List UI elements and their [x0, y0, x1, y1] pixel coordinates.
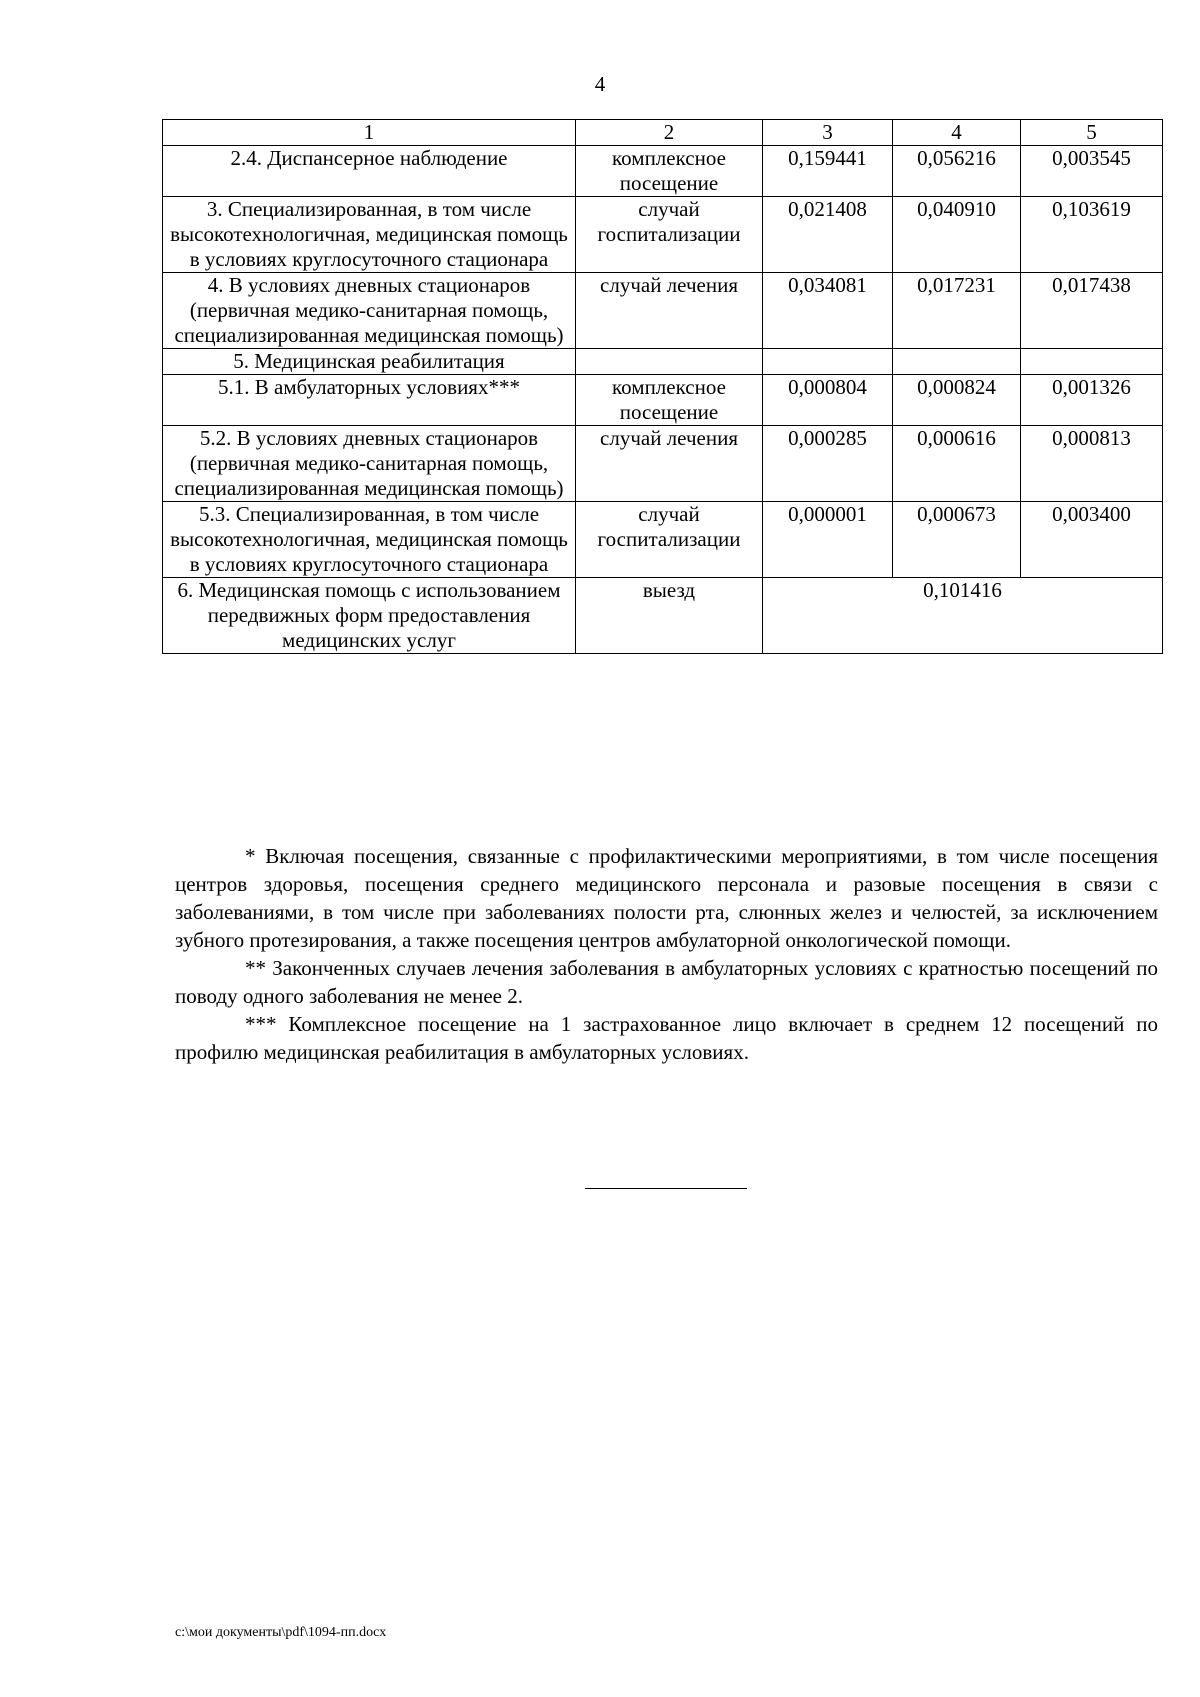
row-value-3: 0,000001 — [763, 502, 893, 578]
footer-file-path: c:\мои документы\pdf\1094-пп.docx — [175, 1625, 387, 1640]
row-name: 5.1. В амбулаторных условиях*** — [163, 375, 576, 426]
row-value-3: 0,000285 — [763, 426, 893, 502]
row-value-4 — [893, 349, 1021, 375]
header-col-4: 4 — [893, 120, 1021, 146]
table-row — [163, 426, 1163, 502]
row-name: 5.3. Специализированная, в том числе высокотехнологичная, медицинская помощь в условиях круглосуточного стационара — [163, 502, 576, 578]
header-col-2: 2 — [576, 120, 763, 146]
footnote-1: * Включая посещения, связанные с профилактическими мероприятиями, в том числе посещения центров здоровья, посещения среднего медицинского персонала и разовые посещения в связи с заболеваниями, в том числе при заболеваниях полости рта, слюнных желез и челюстей, за исключением зубного протезирования, а также посещения центров амбулаторной онкологической помощи. — [175, 844, 1158, 952]
row-value-4: 0,017231 — [893, 273, 1021, 349]
row-value-4: 0,000673 — [893, 502, 1021, 578]
row-unit: случай госпитализации — [576, 502, 763, 578]
row-unit — [576, 349, 763, 375]
row-value-5: 0,103619 — [1021, 197, 1163, 273]
table-row — [163, 375, 1163, 426]
row-unit: выезд — [576, 578, 763, 654]
footnotes — [175, 842, 1158, 1066]
table-row — [163, 578, 1163, 654]
row-name: 3. Специализированная, в том числе высокотехнологичная, медицинская помощь в условиях круглосуточного стационара — [163, 197, 576, 273]
row-value-5 — [1021, 349, 1163, 375]
header-col-3: 3 — [763, 120, 893, 146]
row-value-3: 0,021408 — [763, 197, 893, 273]
footnote-3: *** Комплексное посещение на 1 застрахованное лицо включает в среднем 12 посещений по профилю медицинская реабилитация в амбулаторных условиях. — [175, 1012, 1158, 1064]
table-row — [163, 197, 1163, 273]
table-row — [163, 349, 1163, 375]
page-number: 4 — [594, 72, 606, 96]
data-table — [162, 119, 1163, 654]
row-unit: случай лечения — [576, 426, 763, 502]
row-value-5: 0,000813 — [1021, 426, 1163, 502]
row-value-4: 0,056216 — [893, 146, 1021, 197]
header-col-1: 1 — [163, 120, 576, 146]
row-value-3: 0,159441 — [763, 146, 893, 197]
row-value-3: 0,034081 — [763, 273, 893, 349]
row-value-5: 0,003400 — [1021, 502, 1163, 578]
end-rule — [585, 1188, 747, 1189]
row-value-3: 0,000804 — [763, 375, 893, 426]
row-name: 5. Медицинская реабилитация — [163, 349, 576, 375]
row-unit: комплексное посещение — [576, 146, 763, 197]
table-row — [163, 146, 1163, 197]
table-row — [163, 502, 1163, 578]
row-value-5: 0,001326 — [1021, 375, 1163, 426]
header-col-5: 5 — [1021, 120, 1163, 146]
footnote-2: ** Законченных случаев лечения заболевания в амбулаторных условиях с кратностью посещений по поводу одного заболевания не менее 2. — [175, 956, 1158, 1008]
row-value-5: 0,017438 — [1021, 273, 1163, 349]
table-row — [163, 273, 1163, 349]
row-value-4: 0,040910 — [893, 197, 1021, 273]
row-name: 6. Медицинская помощь с использованием передвижных форм предоставления медицинских услуг — [163, 578, 576, 654]
row-unit: случай лечения — [576, 273, 763, 349]
row-unit: случай госпитализации — [576, 197, 763, 273]
row-value-4: 0,000824 — [893, 375, 1021, 426]
table-header-row — [163, 120, 1163, 146]
row-name: 4. В условиях дневных стационаров (первичная медико-санитарная помощь, специализированная медицинская помощь) — [163, 273, 576, 349]
row-name: 2.4. Диспансерное наблюдение — [163, 146, 576, 197]
row-unit: комплексное посещение — [576, 375, 763, 426]
row-name: 5.2. В условиях дневных стационаров (первичная медико-санитарная помощь, специализированная медицинская помощь) — [163, 426, 576, 502]
row-merged-value: 0,101416 — [763, 578, 1163, 654]
row-value-4: 0,000616 — [893, 426, 1021, 502]
row-value-3 — [763, 349, 893, 375]
row-value-5: 0,003545 — [1021, 146, 1163, 197]
